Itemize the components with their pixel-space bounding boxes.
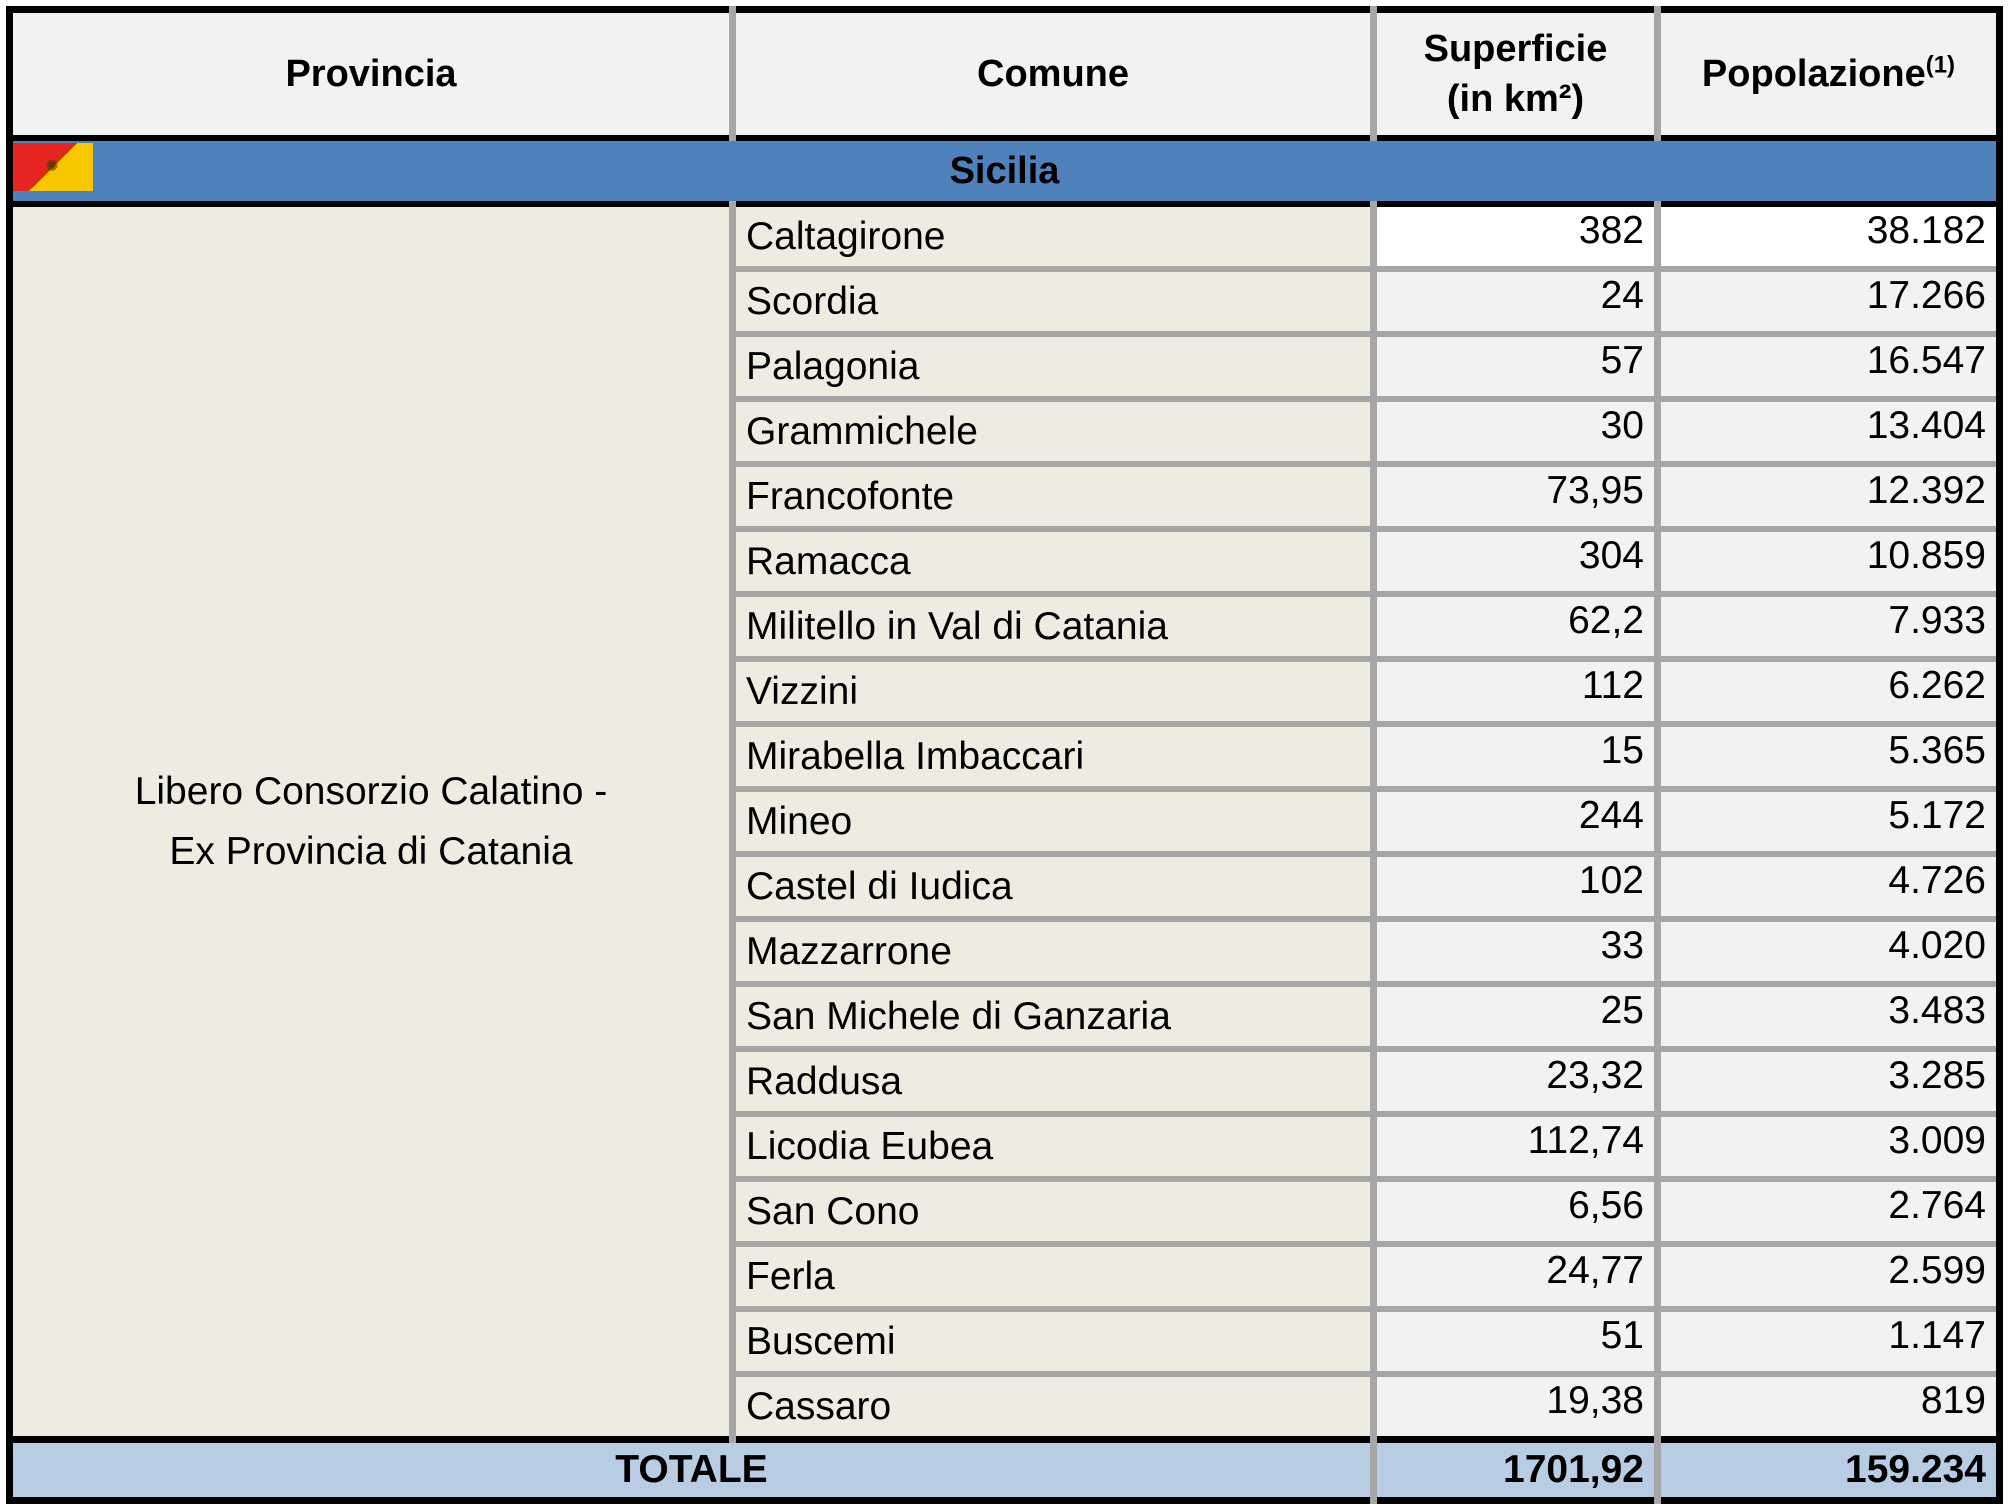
popolazione-cell: 3.483 (1658, 984, 2000, 1049)
comune-cell: Caltagirone (733, 204, 1374, 269)
popolazione-cell: 6.262 (1658, 659, 2000, 724)
provincia-line1: Libero Consorzio Calatino - (134, 769, 608, 813)
provincia-line2: Ex Provincia di Catania (169, 829, 573, 873)
comune-cell: Raddusa (733, 1049, 1374, 1114)
popolazione-cell: 3.009 (1658, 1114, 2000, 1179)
comune-cell: Ramacca (733, 529, 1374, 594)
header-popolazione (1658, 10, 2000, 139)
comune-cell: Militello in Val di Catania (733, 594, 1374, 659)
superficie-cell: 30 (1374, 399, 1658, 464)
superficie-cell: 15 (1374, 724, 1658, 789)
comune-cell: Buscemi (733, 1309, 1374, 1374)
comuni-table (6, 6, 2003, 1504)
comune-cell: Cassaro (733, 1374, 1374, 1440)
popolazione-cell: 2.599 (1658, 1244, 2000, 1309)
region-name: Sicilia (949, 149, 1060, 192)
total-label-text: TOTALE (615, 1448, 768, 1491)
comune-cell: Scordia (733, 269, 1374, 334)
comune-cell: Grammichele (733, 399, 1374, 464)
total-superficie: 1701,92 (1374, 1440, 1658, 1501)
header-superficie (1374, 10, 1658, 139)
superficie-cell: 112,74 (1374, 1114, 1658, 1179)
region-cell (10, 138, 2000, 204)
provincia-cell (10, 204, 733, 1440)
comune-cell: Mineo (733, 789, 1374, 854)
superficie-cell: 62,2 (1374, 594, 1658, 659)
superficie-cell: 23,32 (1374, 1049, 1658, 1114)
region-row (10, 138, 2000, 204)
header-provincia: Provincia (10, 10, 733, 139)
superficie-cell: 6,56 (1374, 1179, 1658, 1244)
popolazione-cell: 7.933 (1658, 594, 2000, 659)
superficie-cell: 102 (1374, 854, 1658, 919)
trinacria-icon: ✺ (45, 158, 59, 175)
header-popolazione-label: Popolazione (1701, 53, 1926, 95)
sicily-flag-icon (13, 143, 93, 191)
comune-cell: Mirabella Imbaccari (733, 724, 1374, 789)
popolazione-cell: 5.365 (1658, 724, 2000, 789)
superficie-cell: 19,38 (1374, 1374, 1658, 1440)
comune-cell: San Michele di Ganzaria (733, 984, 1374, 1049)
superficie-cell: 24,77 (1374, 1244, 1658, 1309)
superficie-cell: 57 (1374, 334, 1658, 399)
popolazione-cell: 1.147 (1658, 1309, 2000, 1374)
popolazione-cell: 17.266 (1658, 269, 2000, 334)
table-row (10, 204, 2000, 269)
popolazione-cell: 3.285 (1658, 1049, 2000, 1114)
footnote-marker: (1) (1925, 51, 1956, 79)
comune-cell: Licodia Eubea (733, 1114, 1374, 1179)
popolazione-cell: 12.392 (1658, 464, 2000, 529)
header-superficie-line2: (in km²) (1446, 78, 1585, 120)
popolazione-cell: 10.859 (1658, 529, 2000, 594)
comune-cell: San Cono (733, 1179, 1374, 1244)
popolazione-cell: 38.182 (1658, 204, 2000, 269)
total-popolazione: 159.234 (1658, 1440, 2000, 1501)
total-row (10, 1440, 2000, 1501)
comune-cell: Palagonia (733, 334, 1374, 399)
popolazione-cell: 4.726 (1658, 854, 2000, 919)
total-label (10, 1440, 1374, 1501)
popolazione-cell: 4.020 (1658, 919, 2000, 984)
superficie-cell: 382 (1374, 204, 1658, 269)
comune-cell: Ferla (733, 1244, 1374, 1309)
popolazione-cell: 13.404 (1658, 399, 2000, 464)
popolazione-cell: 16.547 (1658, 334, 2000, 399)
superficie-cell: 24 (1374, 269, 1658, 334)
comune-cell: Castel di Iudica (733, 854, 1374, 919)
superficie-cell: 25 (1374, 984, 1658, 1049)
superficie-cell: 304 (1374, 529, 1658, 594)
comune-cell: Mazzarrone (733, 919, 1374, 984)
comune-cell: Francofonte (733, 464, 1374, 529)
popolazione-cell: 5.172 (1658, 789, 2000, 854)
superficie-cell: 51 (1374, 1309, 1658, 1374)
popolazione-cell: 819 (1658, 1374, 2000, 1440)
header-superficie-line1: Superficie (1423, 28, 1608, 70)
superficie-cell: 33 (1374, 919, 1658, 984)
superficie-cell: 112 (1374, 659, 1658, 724)
popolazione-cell: 2.764 (1658, 1179, 2000, 1244)
header-comune: Comune (733, 10, 1374, 139)
superficie-cell: 244 (1374, 789, 1658, 854)
comune-cell: Vizzini (733, 659, 1374, 724)
header-row (10, 10, 2000, 139)
superficie-cell: 73,95 (1374, 464, 1658, 529)
